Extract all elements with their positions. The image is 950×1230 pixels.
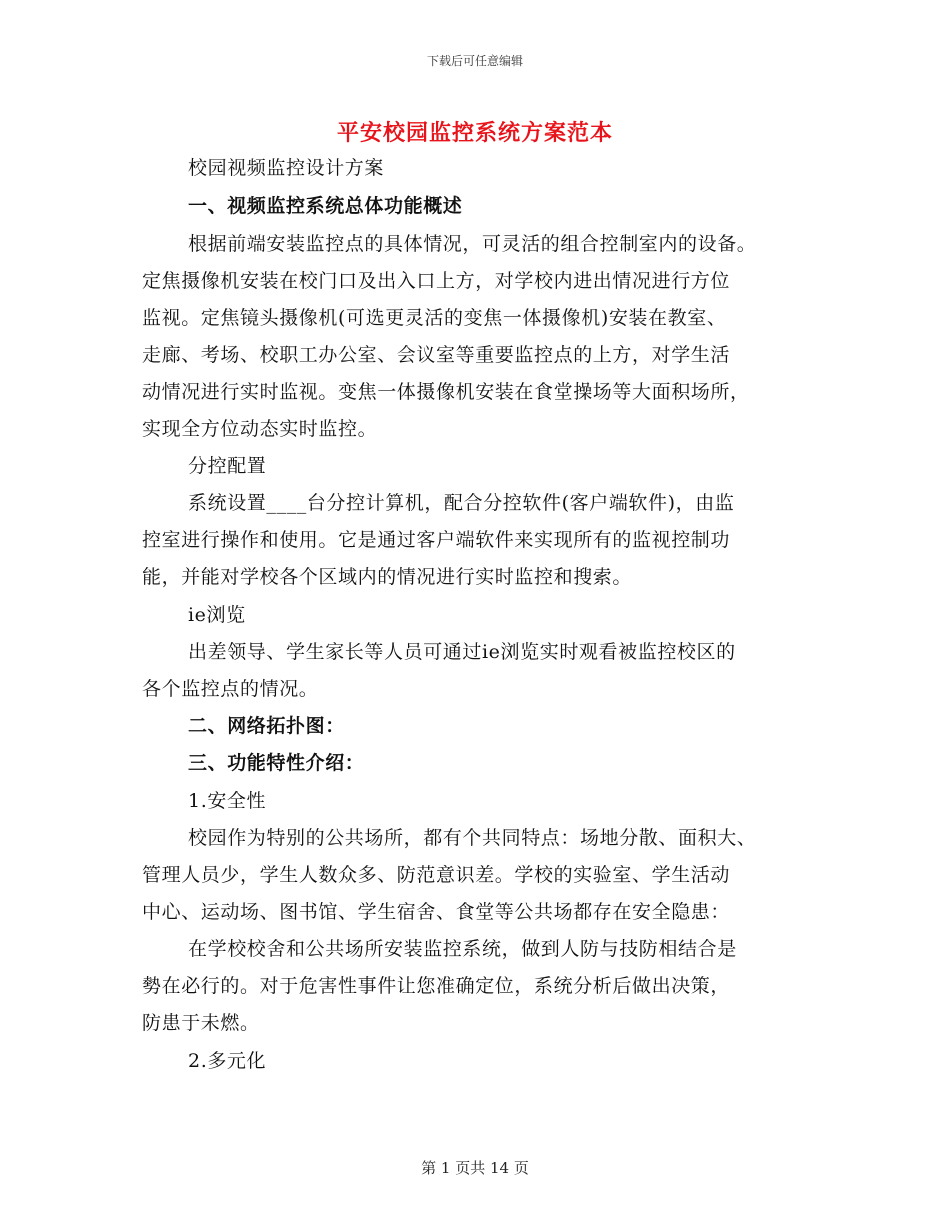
paragraph-line: 动情况进行实时监视。变焦一体摄像机安装在食堂操场等大面积场所， [142,381,750,403]
subheading-branch-control: 分控配置 [188,455,267,477]
paragraph-line: 定焦摄像机安装在校门口及出入口上方，对学校内进出情况进行方位 [142,270,731,292]
paragraph-line: 校园作为特别的公共场所，都有个共同特点：场地分散、面积大、 [188,827,757,849]
paragraph-line: 在学校校舍和公共场所安装监控系统，做到人防与技防相结合是 [188,938,737,960]
page-footer: 第 1 页共 14 页 [421,1159,529,1177]
header-note: 下载后可任意编辑 [426,54,523,68]
paragraph-line: 控室进行操作和使用。它是通过客户端软件来实现所有的监视控制功 [142,529,731,551]
section-heading-3: 三、功能特性介绍： [188,752,365,774]
paragraph-line: 各个监控点的情况。 [142,678,319,700]
paragraph-line: 监视。定焦镜头摄像机(可选更灵活的变焦一体摄像机)安装在教室、 [142,307,727,329]
paragraph-line: 实现全方位动态实时监控。 [142,418,378,440]
paragraph-line: 系统设置____台分控计算机，配合分控软件(客户端软件)，由监 [188,492,735,514]
section-heading-2: 二、网络拓扑图： [188,715,345,737]
paragraph-line: 能，并能对学校各个区域内的情况进行实时监控和搜索。 [142,566,633,588]
subtitle-line: 校园视频监控设计方案 [188,157,385,179]
paragraph-line: 防患于未燃。 [142,1012,260,1034]
section-heading-1: 一、视频监控系统总体功能概述 [188,195,463,217]
paragraph-line: 出差领导、学生家长等人员可通过ie浏览实时观看被监控校区的 [188,641,736,663]
subheading-diversity: 2.多元化 [188,1050,267,1072]
subheading-safety: 1.安全性 [188,790,267,812]
paragraph-line: 勢在必行的。对于危害性事件让您准确定位，系统分析后做出决策， [142,975,731,997]
paragraph-line: 走廊、考场、校职工办公室、会议室等重要监控点的上方，对学生活 [142,344,731,366]
subheading-ie: ie浏览 [188,604,246,626]
paragraph-line: 中心、运动场、图书馆、学生宿舍、食堂等公共场都存在安全隐患： [142,901,731,923]
paragraph-line: 根据前端安装监控点的具体情况，可灵活的组合控制室内的设备。 [188,233,757,255]
paragraph-line: 管理人员少，学生人数众多、防范意识差。学校的实验室、学生活动 [142,864,731,886]
document-title: 平安校园监控系统方案范本 [336,120,613,146]
